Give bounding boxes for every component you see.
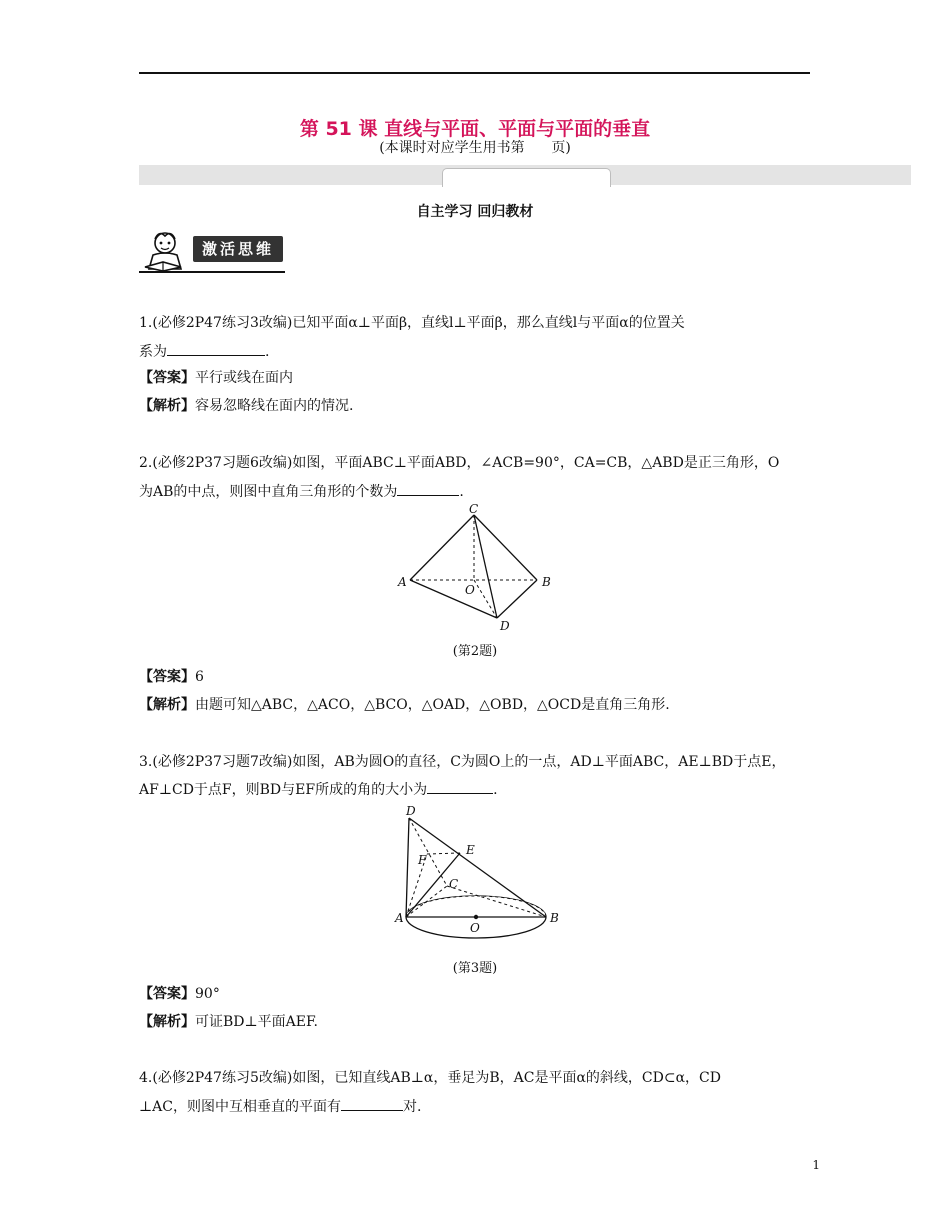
answer-text: 90° <box>195 986 220 1002</box>
q1-line2 <box>139 341 814 362</box>
label-b: B <box>542 575 551 589</box>
q1-line2-suffix: . <box>265 344 270 360</box>
label-o: O <box>470 921 480 935</box>
label-d: D <box>406 804 416 818</box>
q2-answer <box>139 667 814 687</box>
label-a: A <box>395 911 404 925</box>
answer-text: 平行或线在面内 <box>195 370 293 386</box>
lesson-title: 第 51 课 直线与平面、平面与平面的垂直 <box>299 118 651 140</box>
answer-label: 【答案】 <box>139 370 195 386</box>
q4-line2-suffix: 对. <box>403 1099 422 1115</box>
label-e: E <box>466 843 475 857</box>
q3-line2-suffix: . <box>493 782 498 798</box>
q3-line1: 3.(必修2P37习题7改编)如图，AB为圆O的直径，C为圆O上的一点，AD⊥平面ABC，AE⊥BD于点E， <box>139 754 786 770</box>
analysis-label: 【解析】 <box>139 1014 195 1030</box>
q2-line2-suffix: . <box>459 484 464 500</box>
analysis-text: 容易忽略线在面内的情况. <box>195 398 354 414</box>
q4-line2-prefix: ⊥AC，则图中互相垂直的平面有 <box>139 1099 341 1115</box>
q2-analysis <box>139 695 814 715</box>
q3-analysis <box>139 1012 814 1032</box>
analysis-label: 【解析】 <box>139 697 195 713</box>
q1-line2-prefix: 系为 <box>139 344 167 360</box>
lesson-subtitle: (本课时对应学生用书第 页) <box>379 140 571 156</box>
q4-line1: 4.(必修2P47练习5改编)如图，已知直线AB⊥α，垂足为B，AC是平面α的斜线，CD⊂α，CD <box>139 1070 721 1086</box>
q2-blank[interactable] <box>397 481 459 496</box>
q1-answer <box>139 368 814 388</box>
q1-analysis <box>139 396 814 416</box>
label-o: O <box>465 583 475 597</box>
logo-label: 激活思维 <box>193 236 283 262</box>
label-b: B <box>550 911 559 925</box>
section-tab <box>442 168 611 187</box>
q4-blank[interactable] <box>341 1096 403 1111</box>
section-heading: 自主学习 回归教材 <box>416 204 534 220</box>
label-c: C <box>469 502 479 516</box>
label-f: F <box>418 853 427 867</box>
analysis-text: 由题可知△ABC，△ACO，△BCO，△OAD，△OBD，△OCD是直角三角形. <box>195 697 670 713</box>
q3-answer <box>139 984 814 1004</box>
q3-line2 <box>139 779 814 800</box>
q3-blank[interactable] <box>427 779 493 794</box>
answer-text: 6 <box>195 669 204 685</box>
q2-caption: (第2题) <box>452 644 498 659</box>
label-c: C <box>449 877 459 891</box>
q4-line2 <box>139 1096 814 1117</box>
answer-label: 【答案】 <box>139 986 195 1002</box>
analysis-text: 可证BD⊥平面AEF. <box>195 1014 318 1030</box>
q1-line1: 1.(必修2P47练习3改编)已知平面α⊥平面β，直线l⊥平面β，那么直线l与平面α的位置关 <box>139 315 685 331</box>
top-rule <box>139 72 810 74</box>
q3-caption: (第3题) <box>452 961 498 976</box>
q3-figure <box>390 800 565 945</box>
label-d: D <box>500 619 510 633</box>
analysis-label: 【解析】 <box>139 398 195 414</box>
q1-blank[interactable] <box>167 341 265 356</box>
q2-figure <box>395 500 560 635</box>
page-number: 1 <box>812 1158 820 1172</box>
q2-line2 <box>139 481 814 502</box>
answer-label: 【答案】 <box>139 669 195 685</box>
label-a: A <box>398 575 407 589</box>
q3-line2-prefix: AF⊥CD于点F，则BD与EF所成的角的大小为 <box>139 782 428 798</box>
q2-line2-prefix: 为AB的中点，则图中直角三角形的个数为 <box>139 484 398 500</box>
q2-line1: 2.(必修2P37习题6改编)如图，平面ABC⊥平面ABD，∠ACB=90°，CA=CB，△ABD是正三角形，O <box>139 455 780 471</box>
